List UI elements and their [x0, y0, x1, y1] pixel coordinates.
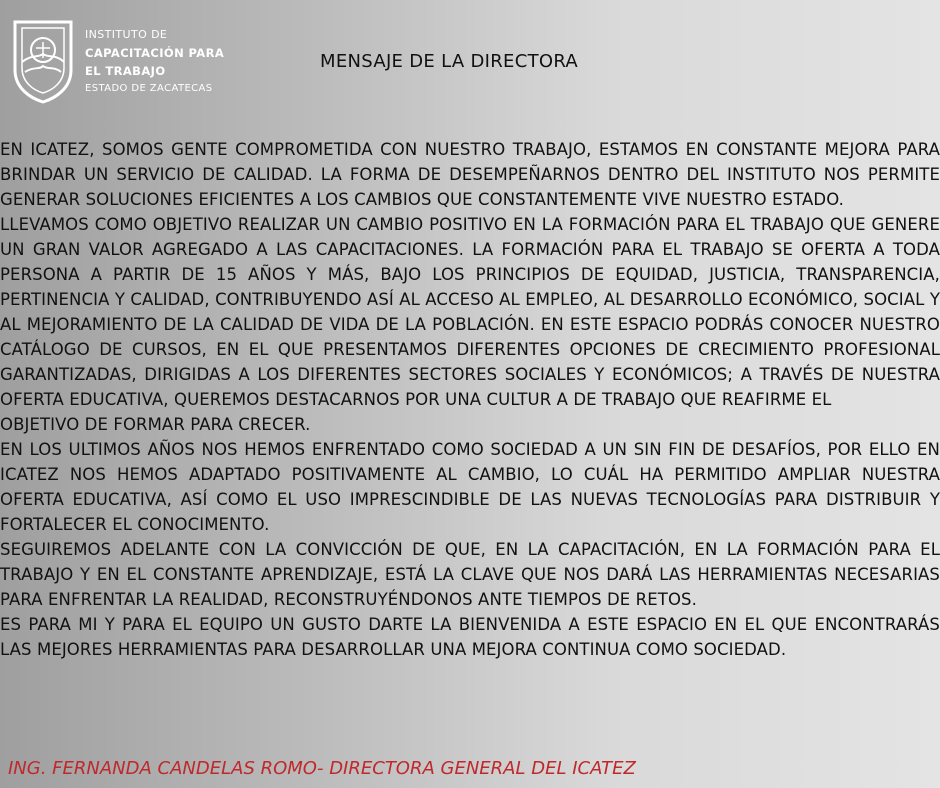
paragraph-5: SEGUIREMOS ADELANTE CON LA CONVICCIÓN DE QUE, EN LA CAPACITACIÓN, EN LA FORMACIÓN PARA EL TRABAJO Y EN EL CONSTANTE APRENDIZAJE, ESTÁ LA CLAVE QUE NOS DARÁ LAS HERRAMIENTAS NECESARIAS PARA ENFRENTAR LA REALIDAD, RECONSTRUYÉNDONOS ANTE TIEMPOS DE RETOS.: [0, 540, 940, 609]
message-body: [0, 137, 940, 662]
logo-line-4: ESTADO DE ZACATECAS: [85, 83, 213, 94]
logo-line-3: EL TRABAJO: [85, 64, 166, 78]
paragraph-4: EN LOS ULTIMOS AÑOS NOS HEMOS ENFRENTADO COMO SOCIEDAD A UN SIN FIN DE DESAFÍOS, POR ELLO EN ICATEZ NOS HEMOS ADAPTADO POSITIVAMENTE AL CAMBIO, LO CUÁL HA PERMITIDO AMPLIAR NUESTRA OFERTA EDUCATIVA, ASÍ COMO EL USO IMPRESCINDIBLE DE LAS NUEVAS TECNOLOGÍAS PARA DISTRIBUIR Y FORTALECER EL CONOCIMENTO.: [0, 440, 940, 534]
page-title: MENSAJE DE LA DIRECTORA: [320, 51, 579, 72]
logo-line-2: CAPACITACIÓN PARA: [85, 46, 225, 60]
paragraph-1: EN ICATEZ, SOMOS GENTE COMPROMETIDA CON NUESTRO TRABAJO, ESTAMOS EN CONSTANTE MEJORA PARA BRINDAR UN SERVICIO DE CALIDAD. LA FORMA DE DESEMPEÑARNOS DENTRO DEL INSTITUTO NOS PERMITE GENERAR SOLUCIONES EFICIENTES A LOS CAMBIOS QUE CONSTANTEMENTE VIVE NUESTRO ESTADO.: [0, 140, 940, 209]
logo-line-1: INSTITUTO DE: [85, 28, 168, 41]
paragraph-3: OBJETIVO DE FORMAR PARA CRECER.: [0, 415, 311, 434]
paragraph-2: LLEVAMOS COMO OBJETIVO REALIZAR UN CAMBIO POSITIVO EN LA FORMACIÓN PARA EL TRABAJO QUE GENERE UN GRAN VALOR AGREGADO A LAS CAPACITACIONES. LA FORMACIÓN PARA EL TRABAJO SE OFERTA A TODA PERSONA A PARTIR DE 15 AÑOS Y MÁS, BAJO LOS PRINCIPIOS DE EQUIDAD, JUSTICIA, TRANSPARENCIA, PERTINENCIA Y CALIDAD, CONTRIBUYENDO ASÍ AL ACCESO AL EMPLEO, AL DESARROLLO ECONÓMICO, SOCIAL Y AL MEJORAMIENTO DE LA CALIDAD DE VIDA DE LA POBLACIÓN. EN ESTE ESPACIO PODRÁS CONOCER NUESTRO CATÁLOGO DE CURSOS, EN EL QUE PRESENTAMOS DIFERENTES OPCIONES DE CRECIMIENTO PROFESIONAL GARANTIZADAS, DIRIGIDAS A LOS DIFERENTES SECTORES SOCIALES Y ECONÓMICOS; A TRAVÉS DE NUESTRA OFERTA EDUCATIVA, QUEREMOS DESTACARNOS POR UNA CULTUR A DE TRABAJO QUE REAFIRME EL: [0, 215, 940, 409]
paragraph-6: ES PARA MI Y PARA EL EQUIPO UN GUSTO DARTE LA BIENVENIDA A ESTE ESPACIO EN EL QUE ENCONTRARÁS LAS MEJORES HERRAMIENTAS PARA DESARROLLAR UNA MEJORA CONTINUA COMO SOCIEDAD.: [0, 615, 940, 659]
signature: ING. FERNANDA CANDELAS ROMO- DIRECTORA GENERAL DEL ICATEZ: [8, 758, 636, 779]
shield-emblem-icon: [10, 18, 76, 104]
icatez-logo: [10, 18, 235, 106]
